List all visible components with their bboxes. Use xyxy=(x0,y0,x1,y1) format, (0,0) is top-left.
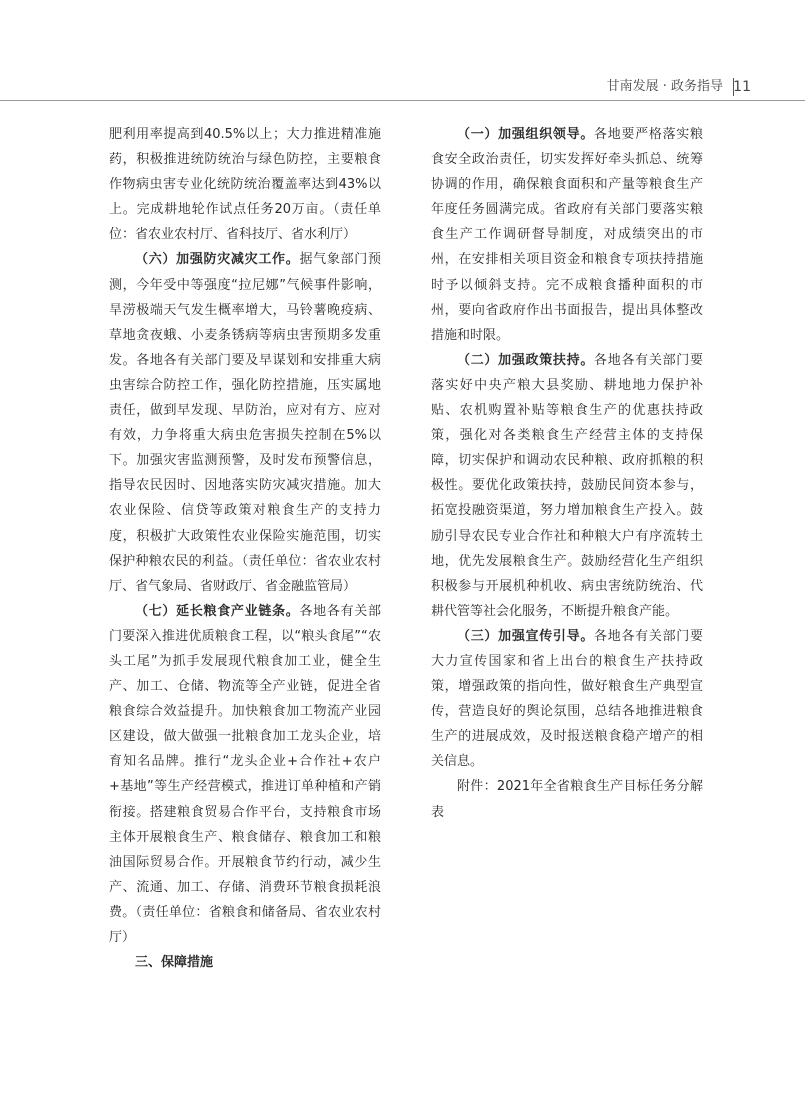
left-column xyxy=(109,122,381,975)
header-rule xyxy=(0,100,805,101)
paragraph-lead: （三）加强宣传引导。 xyxy=(457,628,595,644)
paragraph xyxy=(109,247,381,598)
header-title: 甘南发展 · 政务指导 xyxy=(606,79,723,94)
paragraph-body: 各地要严格落实粮食安全政治责任，切实发挥好牵头抓总、统筹协调的作用，确保粮食面积和产量等粮食生产年度任务圆满完成。省政府有关部门要落实粮食生产工作调研督导制度，对成绩突出的市州，在安排相关项目资金和粮食专项扶持措施时予以倾斜支持。完不成粮食播种面积的市州，要向省政府作出书面报告，提出具体整改措施和时限。 xyxy=(431,127,703,343)
paragraph xyxy=(109,599,381,950)
paragraph: 肥利用率提高到40.5%以上；大力推进精准施药，积极推进统防统治与绿色防控，主要粮食作物病虫害专业化统防统治覆盖率达到43%以上。完成耕地轮作试点任务20万亩。（责任单位：省农业农村厅、省科技厅、省水利厅） xyxy=(109,127,381,243)
section-heading: 三、保障措施 xyxy=(135,955,214,971)
paragraph-lead: （七）延长粮食产业链条。 xyxy=(135,603,300,619)
paragraph xyxy=(431,348,703,624)
attachment-note: 附件：2021年全省粮食生产目标任务分解表 xyxy=(431,779,703,820)
right-column xyxy=(431,122,703,825)
paragraph-body: 各地各有关部门要落实好中央产粮大县奖励、耕地地力保护补贴、农机购置补贴等粮食生产的优惠扶持政策，强化对各类粮食生产经营主体的支持保障，切实保护和调动农民种粮、政府抓粮的积极性。要优化政策扶持，鼓励民间资本参与，拓宽投融资渠道，努力增加粮食生产投入。鼓励引导农民专业合作社和种粮大户有序流转土地，优先发展粮食生产。鼓励经营化生产组织积极参与开展机种机收、病虫害统防统治、代耕代管等社会化服务，不断提升粮食产能。 xyxy=(431,352,703,619)
paragraph-lead: （二）加强政策扶持。 xyxy=(457,352,595,368)
paragraph-lead: （一）加强组织领导。 xyxy=(457,127,595,142)
paragraph-body: 据气象部门预测，今年受中等强度“拉尼娜”气候事件影响，旱涝极端天气发生概率增大，马铃薯晚疫病、草地贪夜蛾、小麦条锈病等病虫害预期多发重发。各地各有关部门要及早谋划和安排重大病虫害综合防控工作，强化防控措施，压实属地责任，做到早发现、早防治，应对有方、应对有效，力争将重大病虫危害损失控制在5%以下。加强灾害监测预警，及时发布预警信息，指导农民因时、因地落实防灾减灾措施。加大农业保险、信贷等政策对粮食生产的支持力度，积极扩大政策性农业保险实施范围，切实保护种粮农民的利益。（责任单位：省农业农村厅、省气象局、省财政厅、省金融监管局） xyxy=(109,252,381,594)
page-number: 11 xyxy=(733,79,751,95)
paragraph xyxy=(431,122,703,348)
paragraph-body: 各地各有关部门要深入推进优质粮食工程，以“粮头食尾”“农头工尾”为抓手发展现代粮食加工业，健全生产、加工、仓储、物流等全产业链，促进全省粮食综合效益提升。加快粮食加工物流产业园区建设，做大做强一批粮食加工龙头企业，培育知名品牌。推行“龙头企业+合作社+农户+基地”等生产经营模式，推进订单种植和产销衔接。搭建粮食贸易合作平台，支持粮食市场主体开展粮食生产、粮食储存、粮食加工和粮油国际贸易合作。开展粮食节约行动，减少生产、流通、加工、存储、消费环节粮食损耗浪费。（责任单位：省粮食和储备局、省农业农村厅） xyxy=(109,603,381,945)
paragraph-body: 各地各有关部门要大力宣传国家和省上出台的粮食生产扶持政策，增强政策的指向性，做好粮食生产典型宣传，营造良好的舆论氛围，总结各地推进粮食生产的进展成效，及时报送粮食稳产增产的相关信息。 xyxy=(431,628,703,770)
paragraph-lead: （六）加强防灾减灾工作。 xyxy=(135,252,300,268)
paragraph xyxy=(431,624,703,775)
